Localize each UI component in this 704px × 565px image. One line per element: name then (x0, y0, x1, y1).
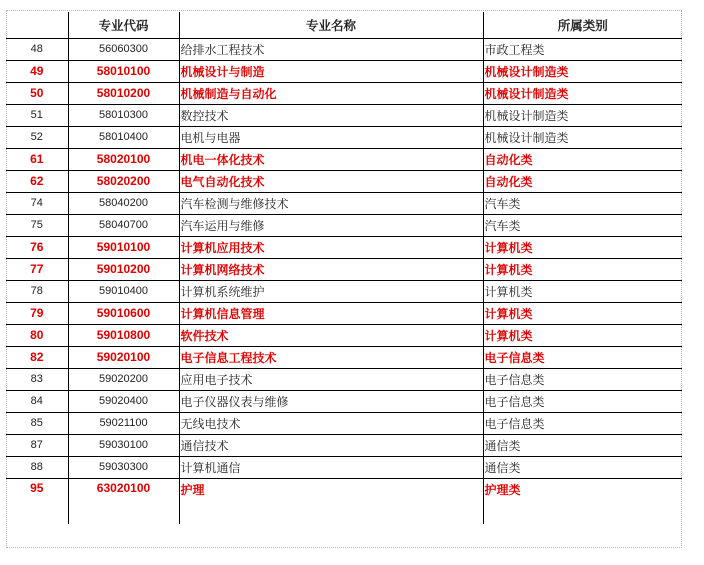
major-category: 计算机类 (483, 324, 682, 346)
major-name: 机电一体化技术 (179, 148, 483, 170)
row-number: 82 (6, 346, 68, 368)
table-row (6, 368, 682, 390)
major-category: 计算机类 (483, 258, 682, 280)
major-category: 机械设计制造类 (483, 104, 682, 126)
table-row (6, 280, 682, 302)
major-category: 电子信息类 (483, 390, 682, 412)
row-number: 62 (6, 170, 68, 192)
major-code: 58010200 (68, 82, 179, 104)
major-name: 计算机信息管理 (179, 302, 483, 324)
row-number: 50 (6, 82, 68, 104)
major-name: 机械制造与自动化 (179, 82, 483, 104)
major-category: 汽车类 (483, 214, 682, 236)
major-category: 护理类 (483, 478, 682, 524)
major-category: 电子信息类 (483, 346, 682, 368)
major-category: 汽车类 (483, 192, 682, 214)
major-code: 59010600 (68, 302, 179, 324)
major-category: 计算机类 (483, 236, 682, 258)
table-row (6, 478, 682, 524)
major-code: 59010400 (68, 280, 179, 302)
row-number: 79 (6, 302, 68, 324)
major-code: 59010100 (68, 236, 179, 258)
header-category: 所属类别 (483, 12, 682, 38)
table-row (6, 258, 682, 280)
table-row (6, 148, 682, 170)
table-row (6, 346, 682, 368)
table-row (6, 412, 682, 434)
table-row (6, 38, 682, 60)
major-name: 机械设计与制造 (179, 60, 483, 82)
row-number: 48 (6, 38, 68, 60)
table-row (6, 170, 682, 192)
row-number: 88 (6, 456, 68, 478)
header-name: 专业名称 (179, 12, 483, 38)
major-category: 电子信息类 (483, 412, 682, 434)
major-name: 护理 (179, 478, 483, 524)
major-name: 应用电子技术 (179, 368, 483, 390)
major-code: 58020100 (68, 148, 179, 170)
major-name: 计算机系统维护 (179, 280, 483, 302)
table-row (6, 214, 682, 236)
major-code: 59021100 (68, 412, 179, 434)
major-name: 数控技术 (179, 104, 483, 126)
major-name: 软件技术 (179, 324, 483, 346)
row-number: 95 (30, 480, 44, 495)
table-row (6, 390, 682, 412)
major-category: 市政工程类 (483, 38, 682, 60)
major-category: 计算机类 (483, 280, 682, 302)
major-category: 机械设计制造类 (483, 60, 682, 82)
major-category: 通信类 (483, 434, 682, 456)
major-code: 58010400 (68, 126, 179, 148)
major-category: 自动化类 (483, 148, 682, 170)
major-code: 58010100 (68, 60, 179, 82)
table-row (6, 104, 682, 126)
row-number: 83 (6, 368, 68, 390)
major-category: 自动化类 (483, 170, 682, 192)
major-name: 电子仪器仪表与维修 (179, 390, 483, 412)
table-row (6, 82, 682, 104)
table-row (6, 456, 682, 478)
major-name: 无线电技术 (179, 412, 483, 434)
major-category: 通信类 (483, 456, 682, 478)
major-name: 计算机网络技术 (179, 258, 483, 280)
major-name: 汽车检测与维修技术 (179, 192, 483, 214)
row-number: 74 (6, 192, 68, 214)
row-number: 76 (6, 236, 68, 258)
major-code: 59010800 (68, 324, 179, 346)
major-name: 汽车运用与维修 (179, 214, 483, 236)
major-category: 机械设计制造类 (483, 82, 682, 104)
major-code: 59020200 (68, 368, 179, 390)
major-code: 59030300 (68, 456, 179, 478)
major-table (6, 12, 682, 524)
row-number: 87 (6, 434, 68, 456)
major-name: 通信技术 (179, 434, 483, 456)
major-code: 59010200 (68, 258, 179, 280)
row-number: 85 (6, 412, 68, 434)
table-row (6, 60, 682, 82)
major-code: 58020200 (68, 170, 179, 192)
major-name: 计算机通信 (179, 456, 483, 478)
major-name: 电子信息工程技术 (179, 346, 483, 368)
table-row (6, 324, 682, 346)
major-code: 56060300 (68, 38, 179, 60)
header-row (6, 12, 682, 38)
row-number: 52 (6, 126, 68, 148)
row-number: 77 (6, 258, 68, 280)
row-number: 84 (6, 390, 68, 412)
table-row (6, 236, 682, 258)
row-number: 61 (6, 148, 68, 170)
major-code: 59030100 (68, 434, 179, 456)
major-name: 电机与电器 (179, 126, 483, 148)
header-index (6, 12, 68, 38)
major-code: 58010300 (68, 104, 179, 126)
major-name: 电气自动化技术 (179, 170, 483, 192)
major-category: 电子信息类 (483, 368, 682, 390)
header-code: 专业代码 (68, 12, 179, 38)
major-code: 58040700 (68, 214, 179, 236)
major-name: 给排水工程技术 (179, 38, 483, 60)
major-code: 59020400 (68, 390, 179, 412)
table-row (6, 126, 682, 148)
row-number: 49 (6, 60, 68, 82)
major-category: 机械设计制造类 (483, 126, 682, 148)
row-number: 80 (6, 324, 68, 346)
table-row (6, 434, 682, 456)
row-number: 51 (6, 104, 68, 126)
major-code: 58040200 (68, 192, 179, 214)
table-row (6, 192, 682, 214)
row-number: 78 (6, 280, 68, 302)
major-code: 59020100 (68, 346, 179, 368)
major-category: 计算机类 (483, 302, 682, 324)
table-row (6, 302, 682, 324)
major-name: 计算机应用技术 (179, 236, 483, 258)
major-code: 63020100 (68, 478, 179, 524)
row-number: 75 (6, 214, 68, 236)
